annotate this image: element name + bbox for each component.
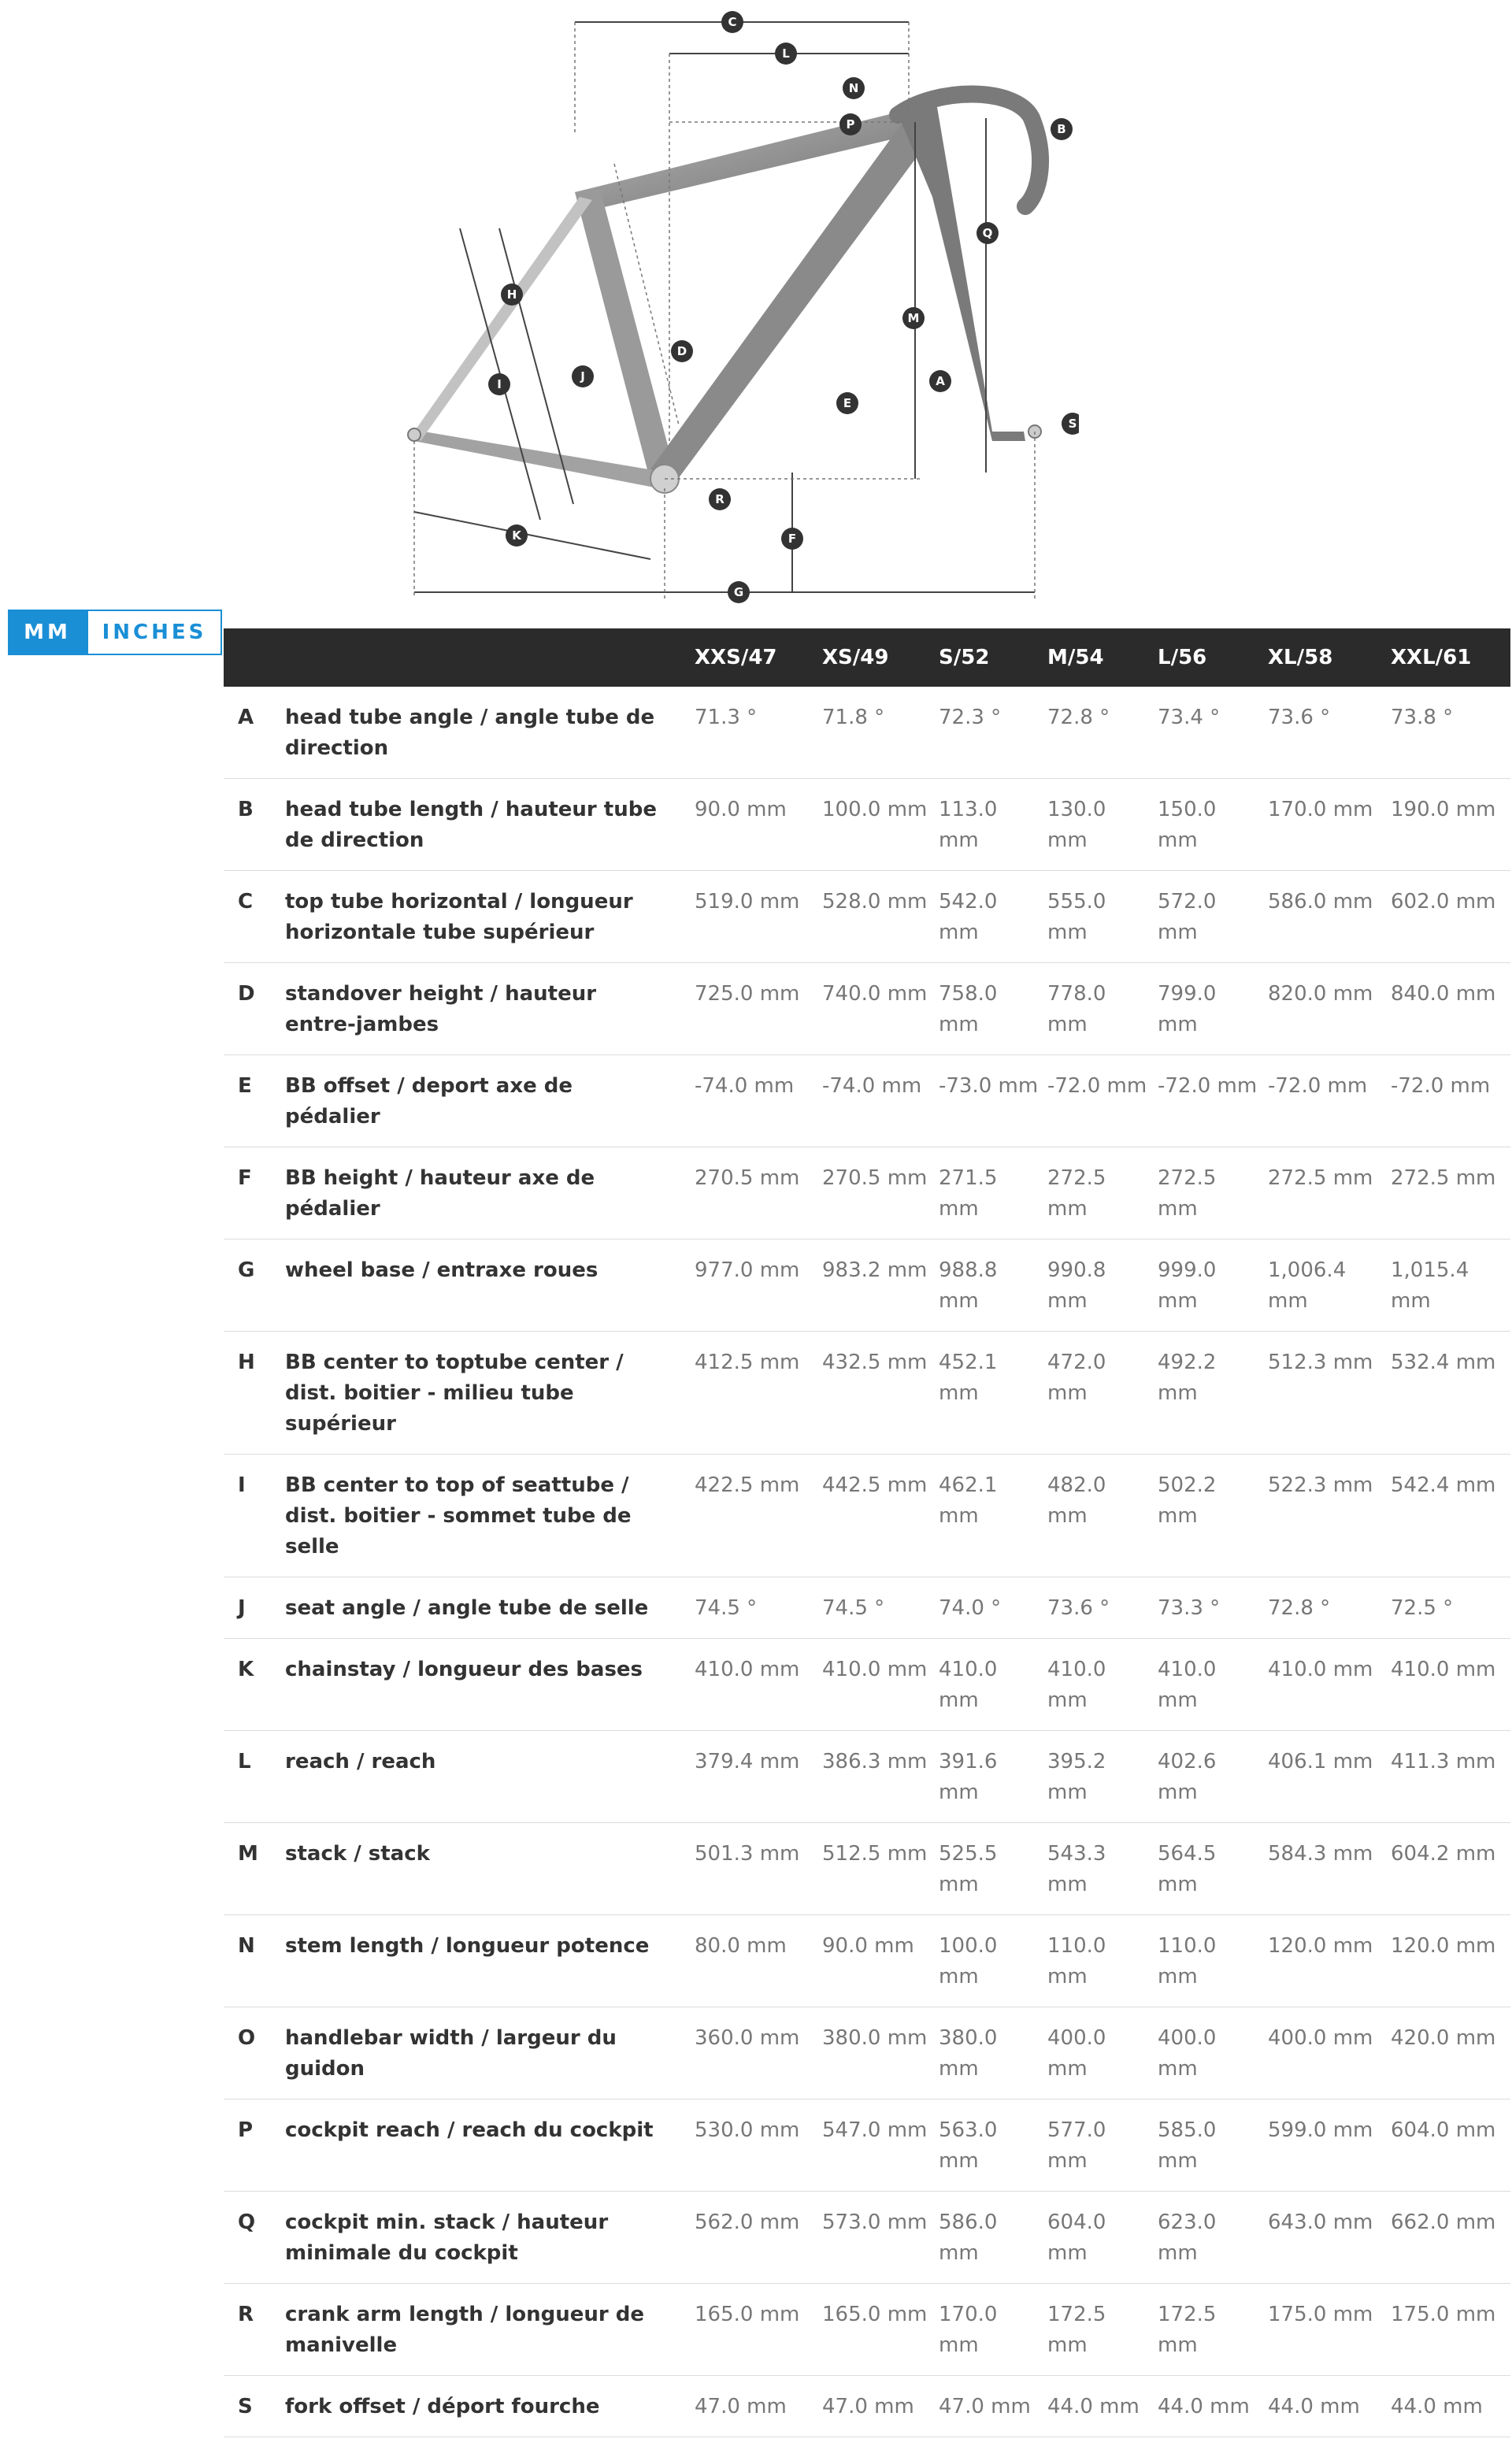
row-value: 110.0 mm — [1047, 1915, 1158, 2007]
svg-text:M: M — [907, 311, 920, 325]
row-value: 623.0 mm — [1158, 2192, 1268, 2284]
row-description: chainstay / longueur des bases — [285, 1639, 695, 1731]
row-value: 411.3 mm — [1391, 1731, 1510, 1823]
row-description: stem length / longueur potence — [285, 1915, 695, 2007]
row-value: 170.0 mm — [939, 2284, 1047, 2376]
row-value: 532.4 mm — [1391, 1332, 1510, 1455]
header-size: XXS/47 — [695, 628, 822, 687]
row-value: 172.5 mm — [1158, 2284, 1268, 2376]
row-description: head tube length / hauteur tube de direction — [285, 779, 695, 871]
row-value: 90.0 mm — [822, 1915, 939, 2007]
table-row — [224, 1240, 1510, 1332]
row-value: 379.4 mm — [695, 1731, 822, 1823]
row-value: 72.8 ° — [1268, 1577, 1391, 1639]
row-value: 113.0 mm — [939, 779, 1047, 871]
row-value: 604.0 mm — [1391, 2099, 1510, 2192]
row-value: 512.3 mm — [1268, 1332, 1391, 1455]
table-row — [224, 1332, 1510, 1455]
row-value: 175.0 mm — [1391, 2284, 1510, 2376]
row-description: BB center to top of seattube / dist. boitier - sommet tube de selle — [285, 1455, 695, 1577]
header-size: S/52 — [939, 628, 1047, 687]
svg-text:E: E — [843, 396, 852, 410]
row-value: 80.0 mm — [695, 1915, 822, 2007]
row-value: 73.8 ° — [1391, 687, 1510, 779]
row-value: 572.0 mm — [1158, 871, 1268, 963]
row-value: 420.0 mm — [1391, 2007, 1510, 2099]
row-letter: E — [224, 1055, 285, 1147]
table-row — [224, 1147, 1510, 1240]
geometry-table — [224, 628, 1510, 2437]
row-value: 599.0 mm — [1268, 2099, 1391, 2192]
row-value: 410.0 mm — [695, 1639, 822, 1731]
row-value: 442.5 mm — [822, 1455, 939, 1577]
svg-text:H: H — [506, 287, 517, 302]
svg-text:G: G — [733, 585, 744, 599]
row-value: 44.0 mm — [1047, 2376, 1158, 2437]
svg-text:A: A — [936, 374, 945, 388]
row-value: 130.0 mm — [1047, 779, 1158, 871]
row-value: 44.0 mm — [1158, 2376, 1268, 2437]
row-value: -72.0 mm — [1391, 1055, 1510, 1147]
table-row — [224, 2192, 1510, 2284]
row-value: 725.0 mm — [695, 963, 822, 1055]
row-description: cockpit reach / reach du cockpit — [285, 2099, 695, 2192]
row-value: 577.0 mm — [1047, 2099, 1158, 2192]
row-value: 501.3 mm — [695, 1823, 822, 1915]
row-value: 528.0 mm — [822, 871, 939, 963]
row-value: 71.3 ° — [695, 687, 822, 779]
row-letter: N — [224, 1915, 285, 2007]
row-value: 482.0 mm — [1047, 1455, 1158, 1577]
row-value: 643.0 mm — [1268, 2192, 1391, 2284]
row-value: 662.0 mm — [1391, 2192, 1510, 2284]
row-value: 758.0 mm — [939, 963, 1047, 1055]
row-value: 410.0 mm — [1391, 1639, 1510, 1731]
row-value: 73.4 ° — [1158, 687, 1268, 779]
row-description: seat angle / angle tube de selle — [285, 1577, 695, 1639]
header-size: XS/49 — [822, 628, 939, 687]
row-value: 74.0 ° — [939, 1577, 1047, 1639]
row-value: 564.5 mm — [1158, 1823, 1268, 1915]
row-description: handlebar width / largeur du guidon — [285, 2007, 695, 2099]
row-letter: J — [224, 1577, 285, 1639]
row-letter: Q — [224, 2192, 285, 2284]
header-letter — [224, 628, 285, 687]
svg-text:L: L — [782, 46, 790, 61]
row-value: 272.5 mm — [1158, 1147, 1268, 1240]
row-value: 270.5 mm — [822, 1147, 939, 1240]
row-value: 400.0 mm — [1268, 2007, 1391, 2099]
row-value: 988.8 mm — [939, 1240, 1047, 1332]
row-letter: H — [224, 1332, 285, 1455]
row-value: 432.5 mm — [822, 1332, 939, 1455]
row-value: 400.0 mm — [1158, 2007, 1268, 2099]
table-row — [224, 2284, 1510, 2376]
row-value: 522.3 mm — [1268, 1455, 1391, 1577]
row-value: 602.0 mm — [1391, 871, 1510, 963]
row-letter: K — [224, 1639, 285, 1731]
row-description: fork offset / déport fourche — [285, 2376, 695, 2437]
unit-inches-button[interactable]: INCHES — [87, 610, 222, 655]
row-value: 386.3 mm — [822, 1731, 939, 1823]
row-value: 406.1 mm — [1268, 1731, 1391, 1823]
row-description: BB center to toptube center / dist. boitier - milieu tube supérieur — [285, 1332, 695, 1455]
svg-text:Q: Q — [982, 226, 993, 240]
row-description: BB offset / deport axe de pédalier — [285, 1055, 695, 1147]
row-value: 100.0 mm — [939, 1915, 1047, 2007]
row-letter: S — [224, 2376, 285, 2437]
svg-text:F: F — [788, 532, 797, 546]
row-value: 73.6 ° — [1268, 687, 1391, 779]
row-value: 272.5 mm — [1268, 1147, 1391, 1240]
row-value: 472.0 mm — [1047, 1332, 1158, 1455]
header-size: L/56 — [1158, 628, 1268, 687]
row-value: 47.0 mm — [695, 2376, 822, 2437]
row-value: 391.6 mm — [939, 1731, 1047, 1823]
row-value: 270.5 mm — [695, 1147, 822, 1240]
row-value: 410.0 mm — [1158, 1639, 1268, 1731]
row-value: 983.2 mm — [822, 1240, 939, 1332]
row-description: wheel base / entraxe roues — [285, 1240, 695, 1332]
header-size: XL/58 — [1268, 628, 1391, 687]
row-value: 555.0 mm — [1047, 871, 1158, 963]
table-row — [224, 779, 1510, 871]
row-value: 492.2 mm — [1158, 1332, 1268, 1455]
row-value: 999.0 mm — [1158, 1240, 1268, 1332]
row-value: 1,015.4 mm — [1391, 1240, 1510, 1332]
row-value: 165.0 mm — [822, 2284, 939, 2376]
row-value: 542.4 mm — [1391, 1455, 1510, 1577]
row-value: 562.0 mm — [695, 2192, 822, 2284]
table-row — [224, 1639, 1510, 1731]
row-value: 990.8 mm — [1047, 1240, 1158, 1332]
svg-text:I: I — [497, 377, 502, 391]
row-value: 563.0 mm — [939, 2099, 1047, 2192]
row-description: cockpit min. stack / hauteur minimale du cockpit — [285, 2192, 695, 2284]
row-value: 585.0 mm — [1158, 2099, 1268, 2192]
row-value: 44.0 mm — [1268, 2376, 1391, 2437]
row-letter: G — [224, 1240, 285, 1332]
row-value: 47.0 mm — [939, 2376, 1047, 2437]
table-row — [224, 1731, 1510, 1823]
row-value: 74.5 ° — [695, 1577, 822, 1639]
row-value: 72.5 ° — [1391, 1577, 1510, 1639]
row-value: 400.0 mm — [1047, 2007, 1158, 2099]
row-value: 100.0 mm — [822, 779, 939, 871]
row-value: 530.0 mm — [695, 2099, 822, 2192]
row-value: 820.0 mm — [1268, 963, 1391, 1055]
row-description: crank arm length / longueur de manivelle — [285, 2284, 695, 2376]
row-value: 422.5 mm — [695, 1455, 822, 1577]
row-value: 120.0 mm — [1268, 1915, 1391, 2007]
table-row — [224, 1055, 1510, 1147]
row-value: 90.0 mm — [695, 779, 822, 871]
row-value: 604.0 mm — [1047, 2192, 1158, 2284]
row-value: 110.0 mm — [1158, 1915, 1268, 2007]
row-description: top tube horizontal / longueur horizontale tube supérieur — [285, 871, 695, 963]
row-value: 462.1 mm — [939, 1455, 1047, 1577]
row-value: 360.0 mm — [695, 2007, 822, 2099]
table-header — [224, 628, 1510, 687]
row-value: 502.2 mm — [1158, 1455, 1268, 1577]
row-value: -74.0 mm — [822, 1055, 939, 1147]
row-value: 542.0 mm — [939, 871, 1047, 963]
row-value: 120.0 mm — [1391, 1915, 1510, 2007]
svg-text:B: B — [1057, 122, 1066, 136]
row-letter: O — [224, 2007, 285, 2099]
table-row — [224, 2007, 1510, 2099]
header-description — [285, 628, 695, 687]
svg-text:D: D — [676, 344, 687, 358]
row-letter: M — [224, 1823, 285, 1915]
table-row — [224, 1455, 1510, 1577]
row-value: -72.0 mm — [1047, 1055, 1158, 1147]
row-value: 73.3 ° — [1158, 1577, 1268, 1639]
row-value: 380.0 mm — [822, 2007, 939, 2099]
row-value: 543.3 mm — [1047, 1823, 1158, 1915]
row-value: 519.0 mm — [695, 871, 822, 963]
row-letter: I — [224, 1455, 285, 1577]
row-value: 71.8 ° — [822, 687, 939, 779]
row-description: stack / stack — [285, 1823, 695, 1915]
row-value: -72.0 mm — [1268, 1055, 1391, 1147]
svg-text:P: P — [846, 117, 855, 132]
row-value: 410.0 mm — [822, 1639, 939, 1731]
header-size: M/54 — [1047, 628, 1158, 687]
row-value: 410.0 mm — [1047, 1639, 1158, 1731]
row-value: 74.5 ° — [822, 1577, 939, 1639]
svg-text:C: C — [728, 15, 737, 29]
table-row — [224, 1915, 1510, 2007]
row-letter: P — [224, 2099, 285, 2192]
row-value: -72.0 mm — [1158, 1055, 1268, 1147]
table-row — [224, 2376, 1510, 2437]
row-letter: C — [224, 871, 285, 963]
unit-toggle — [8, 610, 222, 658]
row-value: 547.0 mm — [822, 2099, 939, 2192]
row-value: 410.0 mm — [939, 1639, 1047, 1731]
row-value: 452.1 mm — [939, 1332, 1047, 1455]
row-value: -73.0 mm — [939, 1055, 1047, 1147]
row-letter: A — [224, 687, 285, 779]
row-value: 395.2 mm — [1047, 1731, 1158, 1823]
row-description: head tube angle / angle tube de direction — [285, 687, 695, 779]
row-description: standover height / hauteur entre-jambes — [285, 963, 695, 1055]
row-value: 271.5 mm — [939, 1147, 1047, 1240]
row-value: 44.0 mm — [1391, 2376, 1510, 2437]
svg-text:K: K — [512, 528, 521, 543]
table-row — [224, 1577, 1510, 1639]
row-value: 586.0 mm — [1268, 871, 1391, 963]
unit-mm-button[interactable]: MM — [8, 610, 87, 655]
row-value: 573.0 mm — [822, 2192, 939, 2284]
bike-geometry-diagram — [386, 0, 1079, 614]
row-value: -74.0 mm — [695, 1055, 822, 1147]
row-description: reach / reach — [285, 1731, 695, 1823]
row-value: 73.6 ° — [1047, 1577, 1158, 1639]
row-description: BB height / hauteur axe de pédalier — [285, 1147, 695, 1240]
row-value: 512.5 mm — [822, 1823, 939, 1915]
row-value: 586.0 mm — [939, 2192, 1047, 2284]
row-value: 410.0 mm — [1268, 1639, 1391, 1731]
table-row — [224, 963, 1510, 1055]
row-value: 402.6 mm — [1158, 1731, 1268, 1823]
row-value: 604.2 mm — [1391, 1823, 1510, 1915]
row-value: 584.3 mm — [1268, 1823, 1391, 1915]
table-row — [224, 1823, 1510, 1915]
svg-text:J: J — [580, 369, 585, 384]
row-value: 840.0 mm — [1391, 963, 1510, 1055]
svg-text:S: S — [1068, 417, 1077, 431]
row-value: 525.5 mm — [939, 1823, 1047, 1915]
header-size: XXL/61 — [1391, 628, 1510, 687]
row-value: 72.8 ° — [1047, 687, 1158, 779]
row-value: 272.5 mm — [1047, 1147, 1158, 1240]
table-row — [224, 871, 1510, 963]
row-value: 47.0 mm — [822, 2376, 939, 2437]
row-letter: B — [224, 779, 285, 871]
row-value: 175.0 mm — [1268, 2284, 1391, 2376]
row-value: 380.0 mm — [939, 2007, 1047, 2099]
row-value: 977.0 mm — [695, 1240, 822, 1332]
row-value: 778.0 mm — [1047, 963, 1158, 1055]
row-value: 799.0 mm — [1158, 963, 1268, 1055]
table-body — [224, 687, 1510, 2437]
row-value: 272.5 mm — [1391, 1147, 1510, 1240]
row-value: 72.3 ° — [939, 687, 1047, 779]
row-letter: F — [224, 1147, 285, 1240]
row-value: 170.0 mm — [1268, 779, 1391, 871]
row-value: 412.5 mm — [695, 1332, 822, 1455]
table-row — [224, 687, 1510, 779]
table-row — [224, 2099, 1510, 2192]
row-letter: D — [224, 963, 285, 1055]
row-value: 1,006.4 mm — [1268, 1240, 1391, 1332]
svg-text:R: R — [715, 492, 724, 506]
row-value: 172.5 mm — [1047, 2284, 1158, 2376]
svg-text:N: N — [848, 81, 859, 95]
row-value: 150.0 mm — [1158, 779, 1268, 871]
row-letter: R — [224, 2284, 285, 2376]
row-value: 740.0 mm — [822, 963, 939, 1055]
row-value: 165.0 mm — [695, 2284, 822, 2376]
row-value: 190.0 mm — [1391, 779, 1510, 871]
row-letter: L — [224, 1731, 285, 1823]
